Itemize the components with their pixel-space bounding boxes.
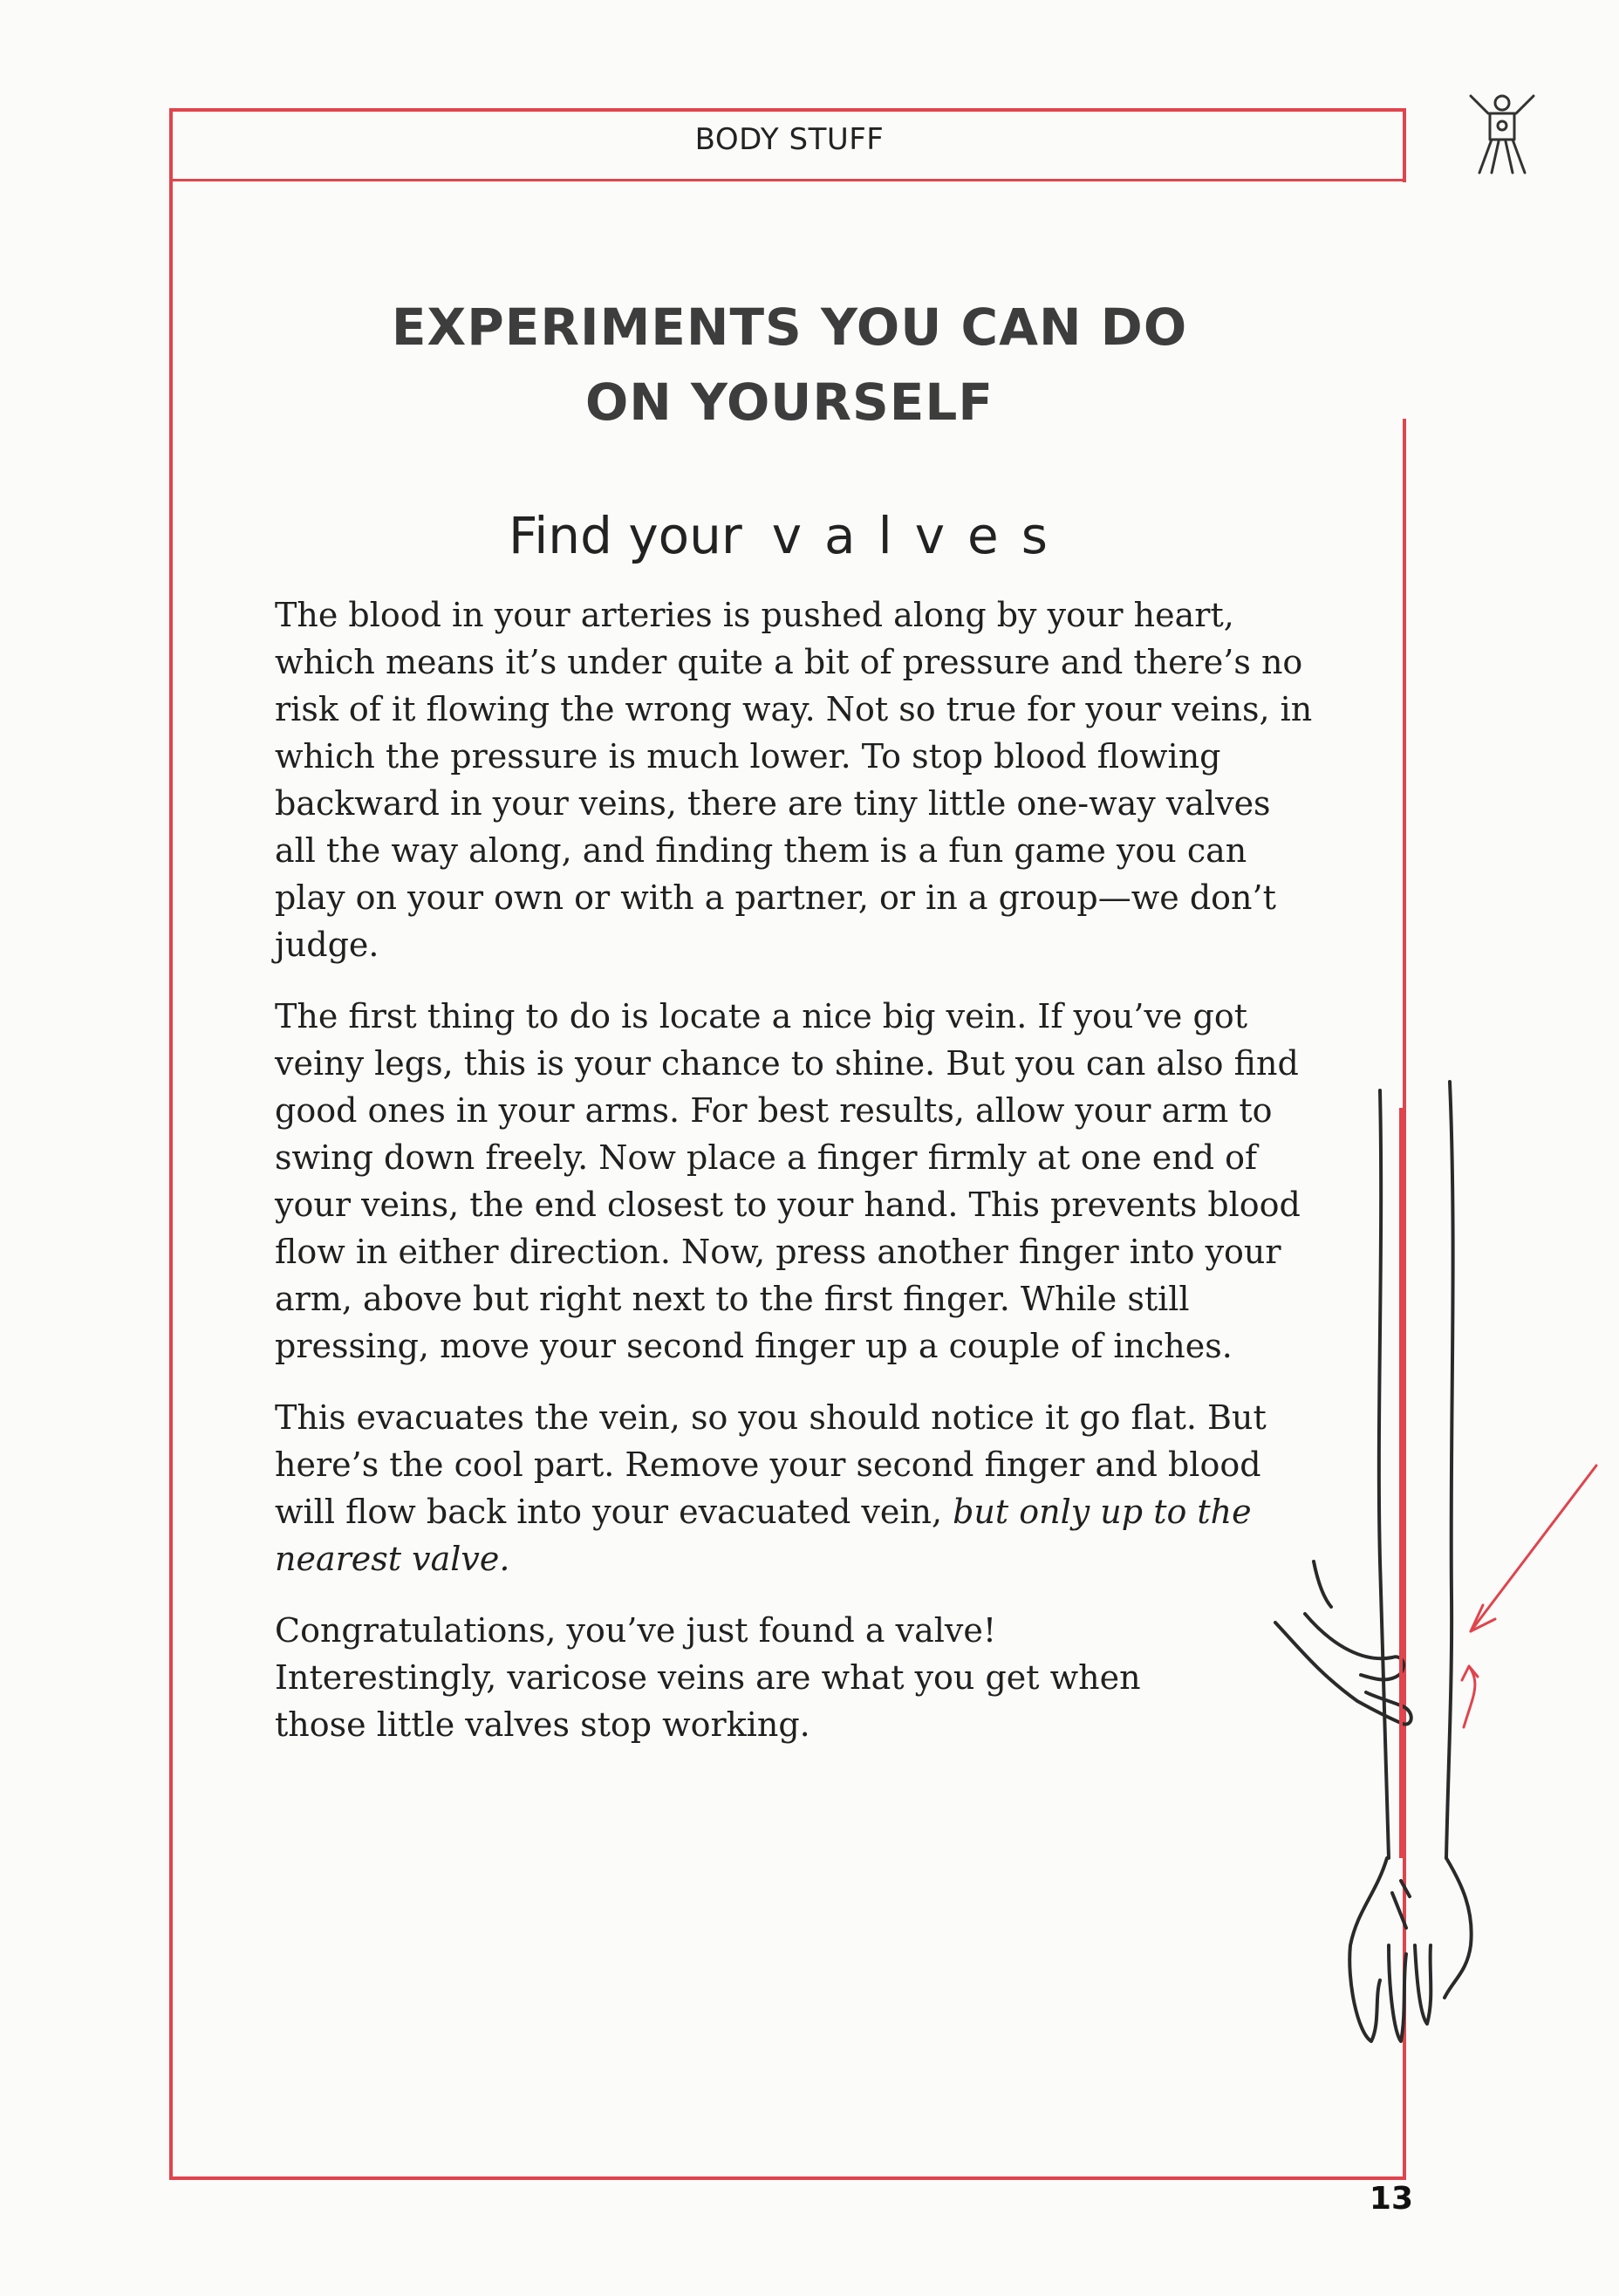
section-heading [173,506,1406,565]
paragraph-3-italic: but only up to the nearest valve. [275,1493,1252,1578]
section-heading-spaced-word: valves [771,506,1070,565]
arm-illustration [1186,1073,1614,2242]
paragraph-4: Congratulations, you’ve just found a valve! Interestingly, varicose veins are what you get when those little valves stop working. [275,1611,1141,1744]
paragraph-3-lead: This evacuates the vein, so you should notice it go flat. But here’s the cool part. Remove your second finger and blood will flow back into your evacuated vein, [275,1398,1267,1531]
paragraph-2: The first thing to do is locate a nice big vein. If you’ve got veiny legs, this is your chance to shine. But you can also find good ones in your arms. For best results, allow your arm to swing down freely. Now place a finger firmly at one end of your veins, the end closest to your hand. This prevents blood flow in either direction. Now, press another finger into your arm, above but right next to the first finger. While still pressing, move your second finger up a couple of inches. [275,997,1301,1365]
header-rule [173,179,1406,181]
paragraph-1: The blood in your arteries is pushed along by your heart, which means it’s under quite a bit of pressure and there’s no risk of it flowing the wrong way. Not so true for your veins, in which the pressure is much lower. To stop blood flowing backward in your veins, there are tiny little one-way valves all the way along, and finding them is a fun game you can play on your own or with a partner, or in a group—we don’t judge. [275,596,1313,964]
body-text [275,591,1317,1773]
person-figure-icon [1467,91,1537,178]
frame-top-border [169,108,1406,112]
page-number: 13 [1369,2181,1413,2217]
title-line-1: EXPERIMENTS YOU CAN DO [391,297,1188,357]
paragraph-3 [275,1394,1317,1582]
title-line-2: ON YOURSELF [584,372,994,432]
running-head: BODY STUFF [694,122,885,157]
page-title [173,290,1406,440]
section-heading-lead: Find your [509,506,742,565]
